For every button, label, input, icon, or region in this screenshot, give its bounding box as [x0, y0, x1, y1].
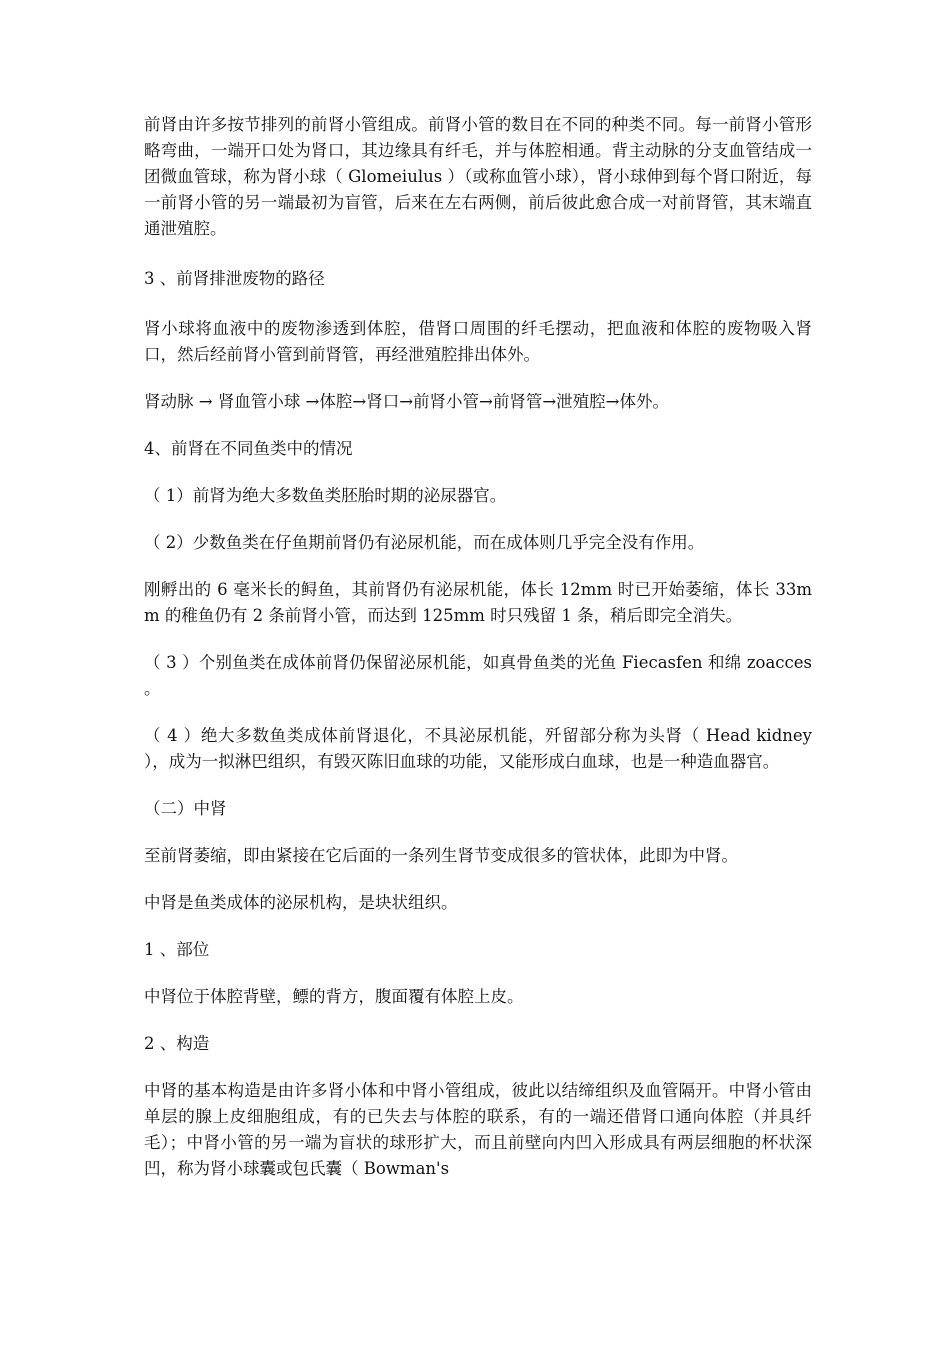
paragraph-structure: 中肾的基本构造是由许多肾小体和中肾小管组成，彼此以结缔组织及血管隔开。中肾小管由单层的腺上皮细胞组成，有的已失去与体腔的联系，有的一端还借肾口通向体腔（并具纤毛）；中肾小管的另一端为盲状的球形扩大，而且前壁向内凹入形成具有两层细胞的杯状深凹，称为肾小球囊或包氏囊（ Bowman's [144, 1081, 812, 1178]
list-item-2: （ 2）少数鱼类在仔鱼期前肾仍有泌尿机能，而在成体则几乎完全没有作用。 [144, 533, 705, 552]
paragraph-excretion-flow: 肾动脉 → 肾血管小球 →体腔→肾口→前肾小管→前肾管→泄殖腔→体外。 [144, 392, 670, 411]
heading-structure: 2 、构造 [144, 1034, 210, 1053]
paragraph-pronephros-structure: 前肾由许多按节排列的前肾小管组成。前肾小管的数目在不同的种类不同。每一前肾小管形略弯曲，一端开口处为肾口，其边缘具有纤毛，并与体腔相通。背主动脉的分支血管结成一团微血管球，称为肾小球（ Glomeiulus ）（或称血管小球），肾小球伸到每个肾口附近，每一前肾小管的另一端最初为盲管，后来在左右两侧，前后彼此愈合成一对前肾管，其末端直通泄殖腔。 [144, 115, 812, 238]
list-item-4: （ 4 ）绝大多数鱼类成体前肾退化，不具泌尿机能，歼留部分称为头肾（ Head kidney ），成为一拟淋巴组织，有毁灭陈旧血球的功能，又能形成白血球，也是一种造血器官。 [144, 726, 812, 771]
document-page [144, 112, 812, 1182]
heading-location: 1 、部位 [144, 940, 210, 959]
list-item-3: （ 3 ）个别鱼类在成体前肾仍保留泌尿机能，如真骨鱼类的光鱼 Fiecasfen 和绵 zoacces 。 [144, 653, 812, 698]
paragraph-sturgeon-example: 刚孵出的 6 毫米长的鲟鱼，其前肾仍有泌尿机能，体长 12mm 时已开始萎缩，体长 33mm 的稚鱼仍有 2 条前肾小管，而达到 125mm 时只残留 1 条，稍后即完全消失。 [144, 580, 812, 625]
heading-excretion-path: 3 、前肾排泄废物的路径 [144, 269, 325, 288]
heading-pronephros-in-fishes: 4、前肾在不同鱼类中的情况 [144, 439, 353, 458]
list-item-1: （ 1）前肾为绝大多数鱼类胚胎时期的泌尿器官。 [144, 486, 507, 505]
paragraph-mesonephros-origin: 至前肾萎缩，即由紧接在它后面的一条列生肾节变成很多的管状体，此即为中肾。 [144, 846, 738, 865]
paragraph-location: 中肾位于体腔背壁，鳔的背方，腹面覆有体腔上皮。 [144, 987, 524, 1006]
paragraph-mesonephros-role: 中肾是鱼类成体的泌尿机构，是块状组织。 [144, 893, 458, 912]
paragraph-excretion-description: 肾小球将血液中的废物渗透到体腔，借肾口周围的纤毛摆动，把血液和体腔的废物吸入肾口，然后经前肾小管到前肾管，再经泄殖腔排出体外。 [144, 319, 812, 364]
heading-mesonephros: （二）中肾 [144, 799, 227, 818]
